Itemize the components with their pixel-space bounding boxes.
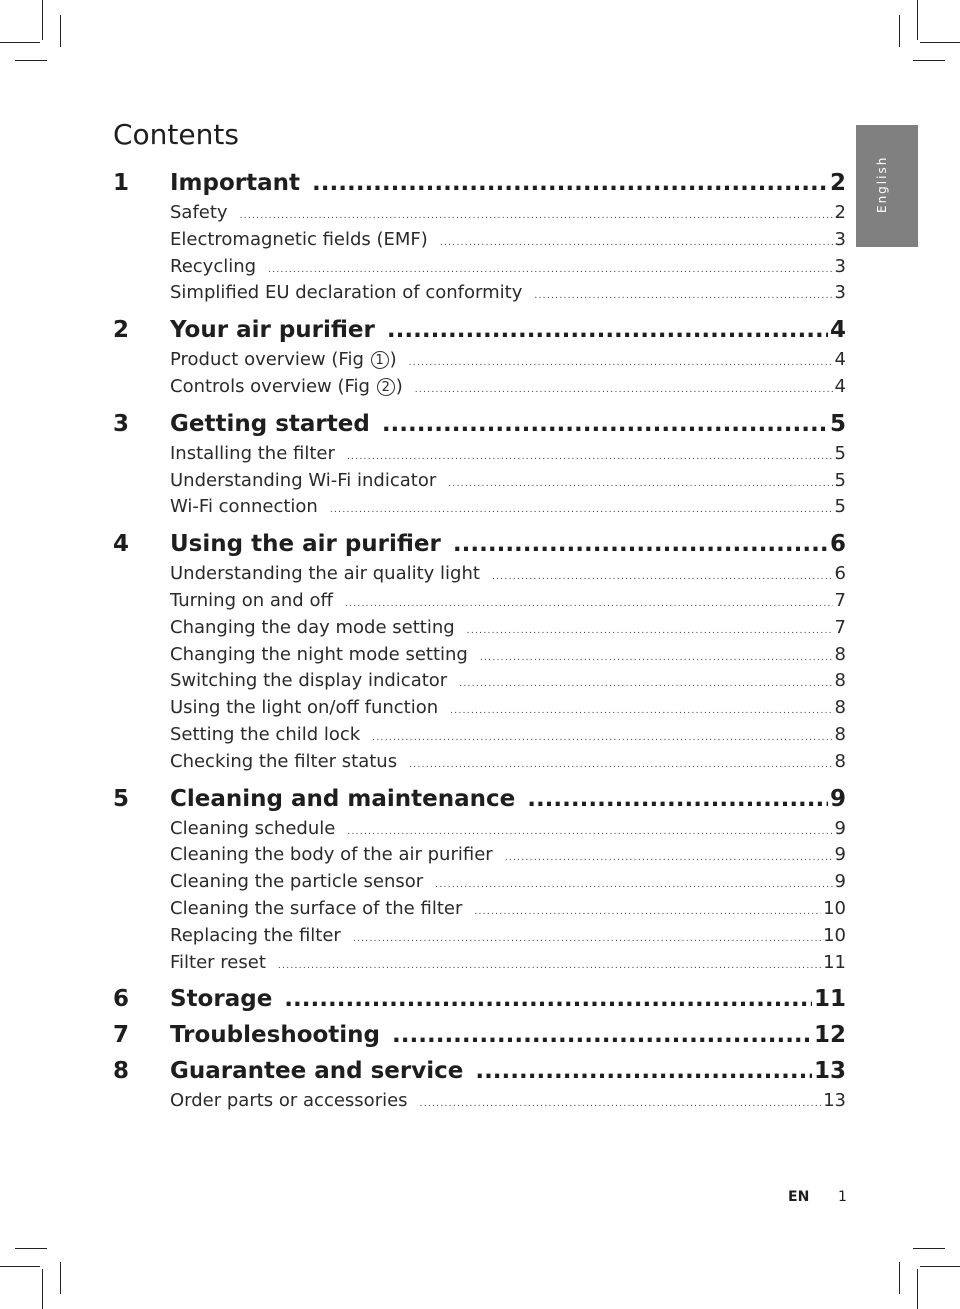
subentry-page-number: 3 (834, 255, 846, 277)
subentry-title: Replacing the filter (170, 924, 341, 946)
toc-section-entry[interactable] (113, 1022, 846, 1054)
subentry-title: Cleaning schedule (170, 817, 336, 839)
section-number: 6 (113, 986, 130, 1013)
subentry-page-number: 3 (834, 228, 846, 250)
dot-leader (527, 786, 828, 812)
section-number: 1 (113, 170, 130, 196)
toc-section (113, 1054, 846, 1117)
toc-section-entry[interactable] (113, 1058, 846, 1090)
subentry-title: Setting the child lock (170, 723, 361, 745)
subentry-page-number: 8 (834, 697, 846, 719)
subentry-page-number: 7 (834, 616, 846, 638)
dot-leader (347, 452, 833, 462)
toc-subentry[interactable] (113, 697, 846, 724)
section-gap (113, 403, 846, 411)
dot-leader (435, 880, 832, 890)
dot-leader (420, 1099, 822, 1109)
dot-leader (392, 1022, 812, 1048)
section-title: Guarantee and service (170, 1058, 464, 1085)
footer-page-number: 1 (838, 1189, 847, 1205)
subentry-page-number: 9 (834, 871, 846, 893)
subentry-title (170, 376, 415, 397)
subentry-title (170, 349, 409, 370)
toc-subentry[interactable] (113, 670, 846, 697)
subentry-page-number: 7 (834, 589, 846, 611)
language-tab (856, 125, 918, 247)
subentry-page-number: 4 (834, 349, 846, 371)
dot-leader (534, 291, 832, 301)
subentry-page-number: 9 (834, 844, 846, 866)
subentry-title: Switching the display indicator (170, 670, 448, 692)
subentry-title: Safety (170, 202, 228, 223)
dot-leader (467, 626, 833, 636)
subentry-page-number: 10 (823, 924, 846, 946)
crop-mark (917, 1269, 918, 1309)
toc-subentry[interactable] (113, 282, 846, 309)
section-title: Getting started (170, 410, 370, 437)
section-page-number: 9 (829, 785, 846, 812)
subentry-title: Cleaning the body of the air purifier (170, 844, 493, 866)
dot-leader (453, 531, 828, 557)
toc-section (113, 523, 846, 777)
dot-leader (450, 706, 832, 716)
toc-subentry[interactable] (113, 1090, 846, 1117)
subentry-page-number: 8 (834, 723, 846, 745)
toc-subentry[interactable] (113, 925, 846, 952)
language-tab-label: English (875, 155, 889, 213)
toc-subentry[interactable] (113, 590, 846, 617)
dot-leader (347, 827, 832, 837)
toc-section-entry[interactable] (113, 411, 846, 443)
dot-leader (330, 505, 833, 515)
subentry-title: Installing the filter (170, 442, 335, 464)
subentry-title: Recycling (170, 255, 257, 277)
dot-leader (415, 385, 833, 395)
table-of-contents (113, 170, 846, 1117)
subentry-title-end: ) (389, 349, 397, 371)
dot-leader (409, 358, 833, 368)
dot-leader (409, 760, 832, 770)
toc-section-entry[interactable] (113, 170, 846, 202)
section-page-number: 4 (829, 317, 846, 344)
toc-section-entry[interactable] (113, 531, 846, 563)
section-number: 2 (113, 317, 130, 344)
dot-leader (387, 317, 828, 343)
crop-mark (60, 15, 61, 47)
subentry-page-number: 3 (834, 282, 846, 304)
crop-mark (899, 1262, 900, 1294)
toc-subentry[interactable] (113, 563, 846, 590)
crop-mark (920, 1266, 960, 1267)
toc-subentry[interactable] (113, 349, 846, 376)
toc-section (113, 778, 846, 979)
dot-leader (372, 733, 832, 743)
subentry-title-end: ) (395, 375, 403, 397)
section-number: 8 (113, 1058, 130, 1085)
toc-section-entry[interactable] (113, 786, 846, 818)
subentry-page-number: 5 (834, 496, 846, 518)
crop-mark (15, 1248, 47, 1249)
dot-leader (278, 961, 821, 971)
subentry-page-number: 6 (834, 563, 846, 585)
subentry-title: Cleaning the surface of the filter (170, 897, 463, 919)
subentry-title: Understanding Wi-Fi indicator (170, 469, 437, 491)
section-gap (113, 778, 846, 786)
subentry-title: Using the light on/off function (170, 697, 439, 719)
subentry-page-number: 10 (823, 897, 846, 919)
section-page-number: 12 (813, 1022, 846, 1049)
toc-subentry[interactable] (113, 376, 846, 403)
dot-leader (505, 853, 833, 863)
subentry-title: Checking the filter status (170, 750, 398, 772)
section-number: 7 (113, 1022, 130, 1049)
crop-mark (899, 15, 900, 47)
toc-subentry[interactable] (113, 202, 846, 229)
section-page-number: 13 (813, 1058, 846, 1085)
crop-mark (920, 42, 960, 43)
subentry-title: Cleaning the particle sensor (170, 871, 424, 893)
subentry-page-number: 11 (823, 951, 846, 973)
section-number: 5 (113, 785, 130, 812)
toc-subentry[interactable] (113, 898, 846, 925)
dot-leader (345, 599, 833, 609)
subentry-page-number: 8 (834, 643, 846, 665)
dot-leader (474, 907, 821, 917)
crop-mark (913, 60, 945, 61)
section-number: 4 (113, 531, 130, 558)
crop-mark (42, 1269, 43, 1309)
section-number: 3 (113, 410, 130, 437)
crop-mark (0, 42, 40, 43)
toc-section (113, 978, 846, 1018)
subentry-title-text: Controls overview (Fig (170, 375, 376, 397)
section-title: Your air purifier (170, 317, 375, 344)
toc-subentry[interactable] (113, 724, 846, 751)
section-title: Cleaning and maintenance (170, 785, 516, 812)
section-page-number: 11 (813, 986, 846, 1013)
subentry-title: Changing the night mode setting (170, 643, 468, 665)
toc-subentry[interactable] (113, 617, 846, 644)
subentry-title: Order parts or accessories (170, 1090, 408, 1112)
subentry-page-number: 13 (823, 1090, 846, 1112)
toc-subentry[interactable] (113, 256, 846, 283)
footer-language-code: EN (788, 1189, 810, 1205)
figure-number-badge: 2 (377, 378, 395, 396)
subentry-title: Simplified EU declaration of conformity (170, 282, 523, 304)
subentry-page-number: 4 (834, 375, 846, 397)
toc-subentry[interactable] (113, 496, 846, 523)
section-title: Using the air purifier (170, 531, 441, 558)
dot-leader (382, 411, 828, 437)
subentry-title: Wi-Fi connection (170, 496, 318, 518)
dot-leader (459, 679, 832, 689)
crop-mark (42, 0, 43, 40)
dot-leader (448, 479, 832, 489)
figure-number-badge: 1 (371, 351, 389, 369)
crop-mark (60, 1262, 61, 1294)
subentry-title: Turning on and off (170, 589, 333, 611)
section-title: Storage (170, 986, 273, 1013)
toc-section (113, 170, 846, 309)
dot-leader (312, 170, 828, 196)
section-title: Troubleshooting (170, 1022, 381, 1049)
toc-subentry[interactable] (113, 751, 846, 778)
toc-subentry[interactable] (113, 644, 846, 671)
section-gap (113, 523, 846, 531)
subentry-title: Filter reset (170, 951, 266, 973)
subentry-title: Understanding the air quality light (170, 563, 480, 585)
subentry-title-text: Product overview (Fig (170, 349, 370, 371)
subentry-page-number: 5 (834, 469, 846, 491)
dot-leader (284, 986, 812, 1012)
dot-leader (353, 934, 821, 944)
subentry-page-number: 9 (834, 817, 846, 839)
toc-subentry[interactable] (113, 229, 846, 256)
toc-subentry[interactable] (113, 844, 846, 871)
dot-leader (240, 211, 833, 221)
section-title: Important (170, 170, 301, 196)
subentry-page-number: 5 (834, 442, 846, 464)
dot-leader (492, 572, 833, 582)
crop-mark (0, 1266, 40, 1267)
dot-leader (440, 238, 833, 248)
crop-mark (917, 0, 918, 40)
subentry-title: Changing the day mode setting (170, 616, 455, 638)
page-title: Contents (113, 118, 239, 151)
section-page-number: 6 (829, 531, 846, 558)
dot-leader (475, 1058, 812, 1084)
toc-subentry[interactable] (113, 443, 846, 470)
toc-subentry[interactable] (113, 871, 846, 898)
toc-subentry[interactable] (113, 952, 846, 979)
toc-section-entry[interactable] (113, 317, 846, 349)
toc-section (113, 403, 846, 523)
section-gap (113, 309, 846, 317)
subentry-page-number: 8 (834, 750, 846, 772)
dot-leader (480, 653, 833, 663)
crop-mark (15, 60, 47, 61)
toc-subentry[interactable] (113, 470, 846, 497)
toc-subentry[interactable] (113, 818, 846, 845)
toc-section (113, 1018, 846, 1054)
toc-section-entry[interactable] (113, 986, 846, 1018)
subentry-page-number: 8 (834, 670, 846, 692)
section-gap (113, 978, 846, 986)
subentry-title: Electromagnetic fields (EMF) (170, 228, 428, 250)
section-page-number: 2 (829, 170, 846, 196)
subentry-page-number: 2 (834, 202, 846, 223)
section-page-number: 5 (829, 410, 846, 437)
crop-mark (913, 1248, 945, 1249)
dot-leader (268, 265, 832, 275)
toc-section (113, 309, 846, 403)
